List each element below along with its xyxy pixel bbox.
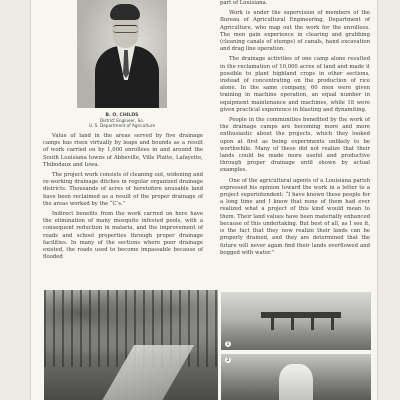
paragraph-continued: part of Louisiana. (220, 0, 268, 6)
portrait-photo (77, 0, 167, 108)
caption-name: B. O. CHILDS (105, 113, 139, 118)
caption-title-2: U. S. Department of Agriculture (88, 123, 156, 128)
paragraph: Work is under the supervision of members of the Bureau of Agricultural Engineering, Department of Agriculture, who map out the work for the enrollees. The men gain experience in clearing and grubbing (cleaning canals of stumps) of canals, hand excavation and drag line operation. (220, 10, 370, 53)
page (31, 0, 377, 400)
canal-bridge-photo (221, 292, 371, 350)
paragraph: The drainage activities of one camp alone resulted in the reclamation of 10,000 acres of land and made it possible to plant highland crops in other sections, instead of concentrating on the production of rice alone. In the same company, 60 men were given training in machine operation, an equal number in equipment maintenance and machines, while 18 were given practical experience in blasting and dynamiting. (220, 56, 370, 113)
paragraph: Indirect benefits from the work carried on here have the elimination of many mosquito infested pools, with a consequent reduction in malaria, and the improvement of roads and school properties through proper drainage facilities. In many of the sections where poor drainage existed, the roads used to become impassable because of flooded (43, 211, 203, 261)
left-column (43, 133, 203, 264)
portrait-caption (77, 113, 167, 128)
paragraph: The project work consists of cleaning out, widening and re-working drainage ditches in regular organized drainage districts. Thousands of acres of heretofore unusable land have been reclaimed as a result of the proper drainage of the areas worked by the “C’s.” (43, 172, 203, 207)
photo-number-label: 1 (226, 341, 230, 346)
paragraph: Value of land in the areas served by five drainage camps has risen virtually by leaps and bounds as a result of work carried on by 1,000 enrollees in and around the South Louisiana towns of Abbeville, Ville Platte, Lafayette, Thibodaux and Iowa. (43, 133, 203, 168)
canal-water-photo (221, 354, 371, 400)
paragraph: One of the agricultural agents of a Louisiana parish expressed his opinion toward the work in a letter to a project superintendent: “I have known these people for a long time and I know that none of them had ever realized what a project of this kind would mean to them. Their land values have been materially enhanced because of this undertaking. But best of all, as I see it, is the fact that they now realize their lands can be properly drained, and they are determined that the future will never again find their lands overflowed and bogged with water.” (220, 177, 370, 256)
right-column (220, 0, 370, 260)
drainage-ditch-photo (44, 290, 218, 400)
photo-number-label: 2 (226, 357, 230, 362)
caption-title-1: District Engineer, So. (99, 118, 145, 123)
paragraph: People in the communities benefited by the work of the drainage camps are becoming more and more enthusiastic about the projects, which they looked upon at first as being experiments unlikely to be worthwhile. Many of these did not realize that their lands could be made more useful and productive through proper drainage until shown by actual examples. (220, 117, 370, 174)
